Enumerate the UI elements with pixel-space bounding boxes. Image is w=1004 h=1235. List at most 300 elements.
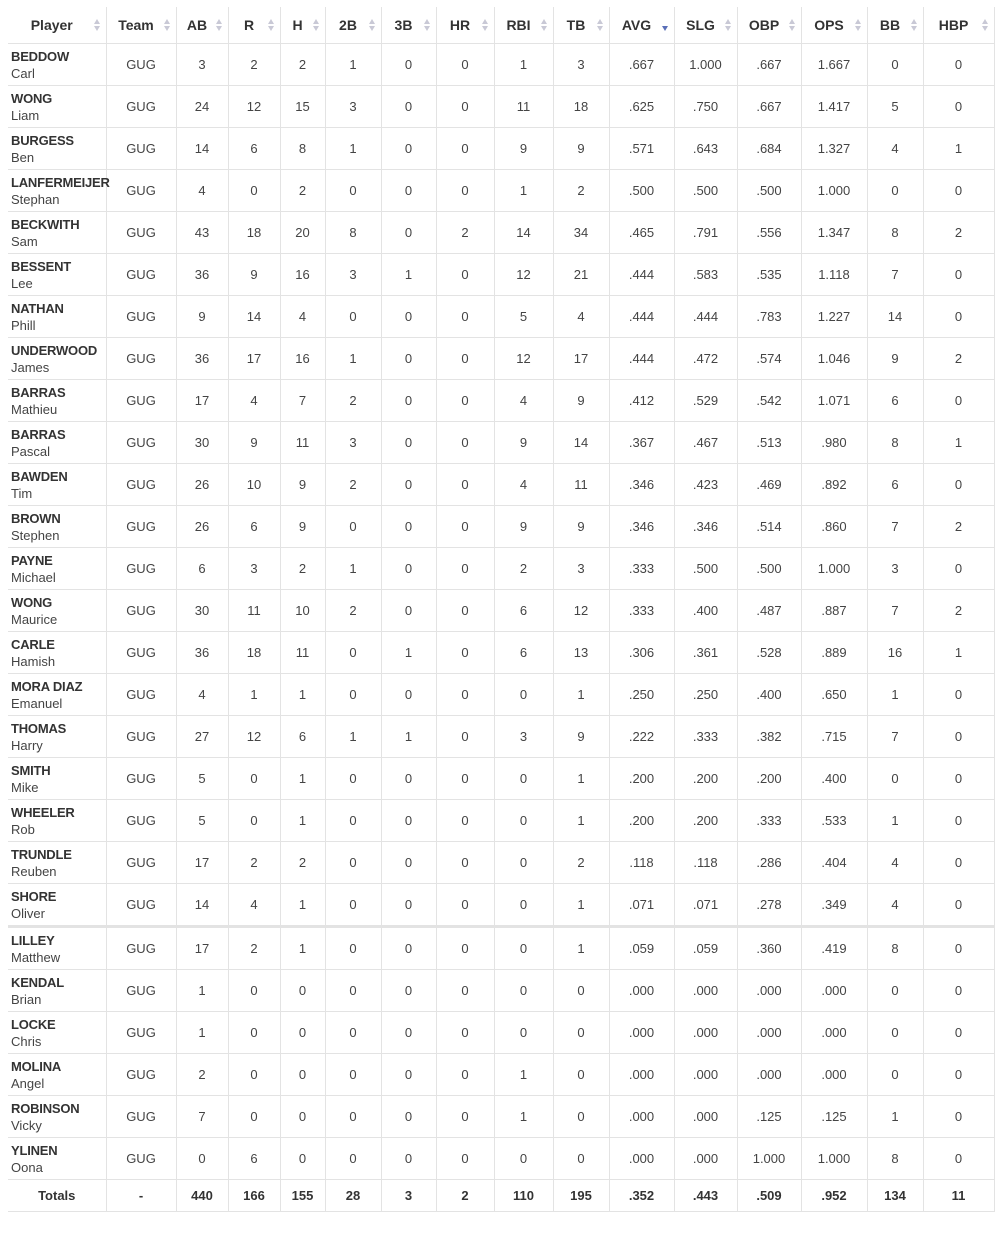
stat-cell-tb: 3 bbox=[553, 548, 609, 590]
player-surname[interactable]: BEDDOW bbox=[11, 48, 70, 64]
player-surname[interactable]: WHEELER bbox=[11, 804, 75, 820]
stat-cell-ops: 1.000 bbox=[801, 548, 867, 590]
stat-cell-h: 10 bbox=[280, 590, 325, 632]
stat-cell-h: 6 bbox=[280, 716, 325, 758]
player-surname[interactable]: WONG bbox=[11, 594, 53, 610]
stat-cell-tb: 0 bbox=[553, 970, 609, 1012]
player-surname[interactable]: PAYNE bbox=[11, 552, 53, 568]
stat-cell-bb: 4 bbox=[867, 884, 923, 927]
sort-icon[interactable] bbox=[725, 18, 732, 32]
stat-cell-ops: .404 bbox=[801, 842, 867, 884]
stat-cell-hbp: 0 bbox=[923, 842, 994, 884]
stat-cell-ab: 36 bbox=[176, 632, 228, 674]
stat-cell-tb: 1 bbox=[553, 674, 609, 716]
stat-cell-ops: .125 bbox=[801, 1096, 867, 1138]
stat-cell-2b: 0 bbox=[325, 884, 381, 927]
column-header-label: OPS bbox=[814, 17, 844, 33]
stat-cell-hr: 0 bbox=[436, 927, 494, 970]
stat-cell-slg: .000 bbox=[674, 1054, 737, 1096]
totals-cell-rbi: 110 bbox=[494, 1180, 553, 1212]
stat-cell-3b: 0 bbox=[381, 970, 436, 1012]
sort-icon[interactable] bbox=[541, 18, 548, 32]
player-surname[interactable]: BARRAS bbox=[11, 384, 66, 400]
stat-cell-slg: .000 bbox=[674, 1012, 737, 1054]
team-cell: GUG bbox=[106, 632, 176, 674]
stat-cell-h: 0 bbox=[280, 970, 325, 1012]
stat-cell-bb: 0 bbox=[867, 170, 923, 212]
stat-cell-hr: 0 bbox=[436, 464, 494, 506]
stat-cell-h: 15 bbox=[280, 86, 325, 128]
stat-cell-bb: 1 bbox=[867, 800, 923, 842]
sort-icon[interactable] bbox=[369, 18, 376, 32]
column-header-rbi[interactable] bbox=[494, 7, 553, 44]
stat-cell-ops: 1.667 bbox=[801, 44, 867, 86]
stat-cell-obp: .278 bbox=[737, 884, 801, 927]
column-header-obp[interactable] bbox=[737, 7, 801, 44]
column-header-label: TB bbox=[566, 17, 586, 33]
stat-cell-bb: 8 bbox=[867, 927, 923, 970]
stat-cell-slg: .000 bbox=[674, 1138, 737, 1180]
stat-cell-hbp: 0 bbox=[923, 1054, 994, 1096]
stat-cell-tb: 9 bbox=[553, 128, 609, 170]
column-header-3b[interactable] bbox=[381, 7, 436, 44]
stat-cell-2b: 0 bbox=[325, 170, 381, 212]
stat-cell-rbi: 3 bbox=[494, 716, 553, 758]
team-cell: GUG bbox=[106, 1012, 176, 1054]
stat-cell-avg: .367 bbox=[609, 422, 674, 464]
stat-cell-slg: .118 bbox=[674, 842, 737, 884]
column-header-hbp[interactable] bbox=[923, 7, 994, 44]
stat-cell-obp: .333 bbox=[737, 800, 801, 842]
player-given-name: Oliver bbox=[11, 905, 45, 921]
player-surname[interactable]: WONG bbox=[11, 90, 53, 106]
table-row bbox=[8, 884, 994, 927]
player-given-name: Angel bbox=[11, 1075, 45, 1091]
sort-icon[interactable] bbox=[94, 18, 101, 32]
player-cell bbox=[8, 1054, 106, 1096]
stat-cell-obp: .286 bbox=[737, 842, 801, 884]
player-given-name: Liam bbox=[11, 107, 40, 123]
stat-cell-obp: .542 bbox=[737, 380, 801, 422]
stat-cell-ops: .889 bbox=[801, 632, 867, 674]
stat-cell-rbi: 0 bbox=[494, 842, 553, 884]
stat-cell-ops: 1.046 bbox=[801, 338, 867, 380]
table-row bbox=[8, 1012, 994, 1054]
stat-cell-obp: .469 bbox=[737, 464, 801, 506]
stat-cell-ab: 24 bbox=[176, 86, 228, 128]
sort-icon[interactable] bbox=[855, 18, 862, 32]
stat-cell-3b: 0 bbox=[381, 506, 436, 548]
stat-cell-h: 16 bbox=[280, 254, 325, 296]
sort-icon[interactable] bbox=[216, 18, 223, 32]
stat-cell-obp: .500 bbox=[737, 548, 801, 590]
stat-cell-avg: .333 bbox=[609, 548, 674, 590]
stat-cell-2b: 2 bbox=[325, 464, 381, 506]
sort-icon[interactable] bbox=[982, 18, 989, 32]
stat-cell-r: 11 bbox=[228, 590, 280, 632]
stat-cell-h: 1 bbox=[280, 884, 325, 927]
player-given-name: Mathieu bbox=[11, 401, 58, 417]
player-given-name: Pascal bbox=[11, 443, 51, 459]
stat-cell-h: 7 bbox=[280, 380, 325, 422]
player-surname[interactable]: UNDERWOOD bbox=[11, 342, 98, 358]
stat-cell-avg: .059 bbox=[609, 927, 674, 970]
player-surname[interactable]: BARRAS bbox=[11, 426, 66, 442]
player-surname[interactable]: LANFERMEIJER bbox=[11, 174, 110, 190]
stat-cell-ops: 1.327 bbox=[801, 128, 867, 170]
player-surname[interactable]: BESSENT bbox=[11, 258, 72, 274]
stat-cell-3b: 0 bbox=[381, 884, 436, 927]
stat-cell-hr: 0 bbox=[436, 884, 494, 927]
stat-cell-hbp: 0 bbox=[923, 716, 994, 758]
stat-cell-obp: .000 bbox=[737, 970, 801, 1012]
table-row bbox=[8, 254, 994, 296]
stat-cell-slg: .361 bbox=[674, 632, 737, 674]
stat-cell-h: 9 bbox=[280, 464, 325, 506]
stat-cell-avg: .000 bbox=[609, 1054, 674, 1096]
player-surname[interactable]: CARLE bbox=[11, 636, 55, 652]
stat-cell-bb: 0 bbox=[867, 1054, 923, 1096]
stat-cell-hbp: 0 bbox=[923, 86, 994, 128]
stat-cell-3b: 0 bbox=[381, 44, 436, 86]
stat-cell-rbi: 1 bbox=[494, 44, 553, 86]
stat-cell-3b: 0 bbox=[381, 86, 436, 128]
stat-cell-2b: 0 bbox=[325, 296, 381, 338]
player-cell bbox=[8, 212, 106, 254]
stat-cell-ops: .715 bbox=[801, 716, 867, 758]
column-header-ab[interactable] bbox=[176, 7, 228, 44]
player-surname[interactable]: BAWDEN bbox=[11, 468, 68, 484]
player-cell bbox=[8, 254, 106, 296]
stat-cell-r: 14 bbox=[228, 296, 280, 338]
column-header-2b[interactable] bbox=[325, 7, 381, 44]
player-surname[interactable]: MORA DIAZ bbox=[11, 678, 83, 694]
stat-cell-bb: 8 bbox=[867, 1138, 923, 1180]
team-cell: GUG bbox=[106, 716, 176, 758]
stat-cell-hbp: 0 bbox=[923, 970, 994, 1012]
stat-cell-h: 4 bbox=[280, 296, 325, 338]
team-cell: GUG bbox=[106, 674, 176, 716]
stat-cell-hr: 0 bbox=[436, 1012, 494, 1054]
stat-cell-tb: 13 bbox=[553, 632, 609, 674]
stat-cell-ops: 1.071 bbox=[801, 380, 867, 422]
stat-cell-r: 0 bbox=[228, 1096, 280, 1138]
column-header-label: RBI bbox=[506, 17, 531, 33]
stat-cell-tb: 4 bbox=[553, 296, 609, 338]
stat-cell-3b: 0 bbox=[381, 758, 436, 800]
stat-cell-hr: 0 bbox=[436, 548, 494, 590]
player-cell bbox=[8, 842, 106, 884]
stat-cell-rbi: 14 bbox=[494, 212, 553, 254]
stat-cell-bb: 1 bbox=[867, 1096, 923, 1138]
stat-cell-rbi: 2 bbox=[494, 548, 553, 590]
stat-cell-slg: .791 bbox=[674, 212, 737, 254]
stat-cell-h: 20 bbox=[280, 212, 325, 254]
stat-cell-3b: 0 bbox=[381, 464, 436, 506]
stat-cell-ab: 26 bbox=[176, 506, 228, 548]
stat-cell-r: 17 bbox=[228, 338, 280, 380]
sort-icon[interactable] bbox=[482, 18, 489, 32]
stat-cell-obp: .783 bbox=[737, 296, 801, 338]
column-header-slg[interactable] bbox=[674, 7, 737, 44]
stat-cell-slg: .750 bbox=[674, 86, 737, 128]
stat-cell-3b: 0 bbox=[381, 590, 436, 632]
table-row bbox=[8, 506, 994, 548]
player-surname[interactable]: SHORE bbox=[11, 888, 57, 904]
sort-icon[interactable] bbox=[911, 18, 918, 32]
team-cell: GUG bbox=[106, 464, 176, 506]
stat-cell-hr: 0 bbox=[436, 380, 494, 422]
stat-cell-hbp: 0 bbox=[923, 1138, 994, 1180]
stat-cell-slg: .500 bbox=[674, 548, 737, 590]
player-given-name: Oona bbox=[11, 1159, 43, 1175]
stat-cell-bb: 7 bbox=[867, 716, 923, 758]
stat-cell-ops: .419 bbox=[801, 927, 867, 970]
player-surname[interactable]: THOMAS bbox=[11, 720, 67, 736]
player-given-name: Mike bbox=[11, 779, 39, 795]
stats-table-container bbox=[8, 7, 994, 1212]
stat-cell-hbp: 0 bbox=[923, 380, 994, 422]
player-cell bbox=[8, 506, 106, 548]
stat-cell-3b: 0 bbox=[381, 422, 436, 464]
stat-cell-ops: 1.417 bbox=[801, 86, 867, 128]
stat-cell-h: 11 bbox=[280, 632, 325, 674]
stat-cell-hr: 0 bbox=[436, 1096, 494, 1138]
stat-cell-ops: .000 bbox=[801, 970, 867, 1012]
team-cell: GUG bbox=[106, 86, 176, 128]
stat-cell-hbp: 0 bbox=[923, 296, 994, 338]
sort-icon[interactable] bbox=[424, 18, 431, 32]
player-given-name: Phill bbox=[11, 317, 36, 333]
stat-cell-3b: 0 bbox=[381, 1138, 436, 1180]
table-row bbox=[8, 590, 994, 632]
stat-cell-2b: 0 bbox=[325, 674, 381, 716]
player-given-name: Stephen bbox=[11, 527, 60, 543]
stat-cell-ops: .400 bbox=[801, 758, 867, 800]
sort-icon[interactable] bbox=[789, 18, 796, 32]
column-header-hr[interactable] bbox=[436, 7, 494, 44]
column-header-tb[interactable] bbox=[553, 7, 609, 44]
stat-cell-rbi: 1 bbox=[494, 1096, 553, 1138]
stat-cell-avg: .200 bbox=[609, 800, 674, 842]
column-header-label: OBP bbox=[748, 17, 780, 33]
player-cell bbox=[8, 970, 106, 1012]
stat-cell-3b: 0 bbox=[381, 1096, 436, 1138]
player-cell bbox=[8, 800, 106, 842]
stat-cell-tb: 2 bbox=[553, 170, 609, 212]
team-cell: GUG bbox=[106, 927, 176, 970]
stat-cell-bb: 6 bbox=[867, 380, 923, 422]
stat-cell-r: 6 bbox=[228, 128, 280, 170]
totals-cell-h: 155 bbox=[280, 1180, 325, 1212]
player-surname[interactable]: KENDAL bbox=[11, 974, 64, 990]
totals-cell-avg: .352 bbox=[609, 1180, 674, 1212]
column-header-label: HBP bbox=[938, 17, 969, 33]
table-row bbox=[8, 970, 994, 1012]
stat-cell-ops: 1.000 bbox=[801, 170, 867, 212]
stat-cell-slg: .200 bbox=[674, 758, 737, 800]
stat-cell-2b: 1 bbox=[325, 716, 381, 758]
sort-icon[interactable] bbox=[597, 18, 604, 32]
player-cell bbox=[8, 338, 106, 380]
player-cell bbox=[8, 1096, 106, 1138]
stat-cell-3b: 0 bbox=[381, 296, 436, 338]
stat-cell-rbi: 0 bbox=[494, 800, 553, 842]
player-given-name: Chris bbox=[11, 1033, 42, 1049]
stat-cell-hr: 0 bbox=[436, 86, 494, 128]
stat-cell-hbp: 0 bbox=[923, 1096, 994, 1138]
stat-cell-ops: 1.000 bbox=[801, 1138, 867, 1180]
table-row bbox=[8, 464, 994, 506]
player-cell bbox=[8, 296, 106, 338]
player-cell bbox=[8, 548, 106, 590]
stat-cell-hr: 0 bbox=[436, 422, 494, 464]
stat-cell-obp: .125 bbox=[737, 1096, 801, 1138]
stat-cell-slg: .500 bbox=[674, 170, 737, 212]
stat-cell-slg: 1.000 bbox=[674, 44, 737, 86]
stat-cell-2b: 0 bbox=[325, 506, 381, 548]
stat-cell-tb: 12 bbox=[553, 590, 609, 632]
column-header-h[interactable] bbox=[280, 7, 325, 44]
stat-cell-slg: .444 bbox=[674, 296, 737, 338]
stat-cell-r: 0 bbox=[228, 970, 280, 1012]
stat-cell-r: 0 bbox=[228, 800, 280, 842]
player-cell bbox=[8, 44, 106, 86]
column-header-avg[interactable] bbox=[609, 7, 674, 44]
sort-icon[interactable] bbox=[268, 18, 275, 32]
sort-descending-icon[interactable] bbox=[662, 18, 669, 32]
stat-cell-obp: .574 bbox=[737, 338, 801, 380]
stat-cell-tb: 21 bbox=[553, 254, 609, 296]
batting-stats-table bbox=[8, 7, 995, 1212]
stat-cell-ab: 14 bbox=[176, 128, 228, 170]
player-given-name: Matthew bbox=[11, 949, 61, 965]
stat-cell-r: 0 bbox=[228, 758, 280, 800]
stat-cell-avg: .500 bbox=[609, 170, 674, 212]
stat-cell-r: 18 bbox=[228, 632, 280, 674]
stat-cell-tb: 34 bbox=[553, 212, 609, 254]
team-cell: GUG bbox=[106, 758, 176, 800]
stat-cell-ab: 3 bbox=[176, 44, 228, 86]
stat-cell-hr: 0 bbox=[436, 254, 494, 296]
stat-cell-hbp: 2 bbox=[923, 212, 994, 254]
column-header-r[interactable] bbox=[228, 7, 280, 44]
stat-cell-bb: 8 bbox=[867, 212, 923, 254]
totals-cell-hbp: 11 bbox=[923, 1180, 994, 1212]
stat-cell-2b: 0 bbox=[325, 970, 381, 1012]
player-cell bbox=[8, 590, 106, 632]
stat-cell-rbi: 12 bbox=[494, 254, 553, 296]
stat-cell-ops: .650 bbox=[801, 674, 867, 716]
stat-cell-rbi: 0 bbox=[494, 674, 553, 716]
stat-cell-r: 6 bbox=[228, 1138, 280, 1180]
player-cell bbox=[8, 632, 106, 674]
team-cell: GUG bbox=[106, 128, 176, 170]
stat-cell-ab: 17 bbox=[176, 380, 228, 422]
column-header-player[interactable] bbox=[8, 7, 106, 44]
stat-cell-2b: 0 bbox=[325, 1012, 381, 1054]
player-surname[interactable]: ROBINSON bbox=[11, 1100, 80, 1116]
player-surname[interactable]: SMITH bbox=[11, 762, 51, 778]
player-surname[interactable]: BROWN bbox=[11, 510, 61, 526]
stat-cell-rbi: 0 bbox=[494, 758, 553, 800]
stat-cell-3b: 0 bbox=[381, 380, 436, 422]
stat-cell-rbi: 9 bbox=[494, 506, 553, 548]
sort-icon[interactable] bbox=[164, 18, 171, 32]
column-header-team[interactable] bbox=[106, 7, 176, 44]
stat-cell-tb: 3 bbox=[553, 44, 609, 86]
player-surname[interactable]: MOLINA bbox=[11, 1058, 62, 1074]
totals-cell-slg: .443 bbox=[674, 1180, 737, 1212]
totals-row bbox=[8, 1180, 994, 1212]
stat-cell-hr: 0 bbox=[436, 506, 494, 548]
player-given-name: Emanuel bbox=[11, 695, 63, 711]
player-given-name: Tim bbox=[11, 485, 33, 501]
column-header-bb[interactable] bbox=[867, 7, 923, 44]
team-cell: GUG bbox=[106, 44, 176, 86]
stat-cell-hbp: 2 bbox=[923, 506, 994, 548]
team-cell: GUG bbox=[106, 970, 176, 1012]
stat-cell-hbp: 1 bbox=[923, 422, 994, 464]
stat-cell-ab: 27 bbox=[176, 716, 228, 758]
stat-cell-tb: 0 bbox=[553, 1096, 609, 1138]
stat-cell-tb: 9 bbox=[553, 380, 609, 422]
player-surname[interactable]: LILLEY bbox=[11, 932, 55, 948]
stat-cell-r: 0 bbox=[228, 1012, 280, 1054]
stat-cell-avg: .000 bbox=[609, 1012, 674, 1054]
table-header-row bbox=[8, 7, 994, 44]
player-surname[interactable]: TRUNDLE bbox=[11, 846, 72, 862]
player-cell bbox=[8, 674, 106, 716]
stat-cell-avg: .200 bbox=[609, 758, 674, 800]
stat-cell-ab: 30 bbox=[176, 590, 228, 632]
stat-cell-avg: .465 bbox=[609, 212, 674, 254]
stat-cell-obp: .487 bbox=[737, 590, 801, 632]
stat-cell-bb: 14 bbox=[867, 296, 923, 338]
player-surname[interactable]: LOCKE bbox=[11, 1016, 56, 1032]
stat-cell-tb: 1 bbox=[553, 800, 609, 842]
table-row bbox=[8, 548, 994, 590]
stat-cell-rbi: 1 bbox=[494, 170, 553, 212]
stat-cell-hbp: 0 bbox=[923, 1012, 994, 1054]
player-surname[interactable]: BECKWITH bbox=[11, 216, 80, 232]
stat-cell-tb: 0 bbox=[553, 1138, 609, 1180]
column-header-ops[interactable] bbox=[801, 7, 867, 44]
stat-cell-tb: 11 bbox=[553, 464, 609, 506]
player-surname[interactable]: NATHAN bbox=[11, 300, 64, 316]
stat-cell-hr: 0 bbox=[436, 970, 494, 1012]
column-header-label: Player bbox=[30, 17, 73, 33]
player-given-name: James bbox=[11, 359, 50, 375]
player-surname[interactable]: BURGESS bbox=[11, 132, 74, 148]
stat-cell-bb: 1 bbox=[867, 674, 923, 716]
stat-cell-ab: 17 bbox=[176, 927, 228, 970]
stat-cell-slg: .529 bbox=[674, 380, 737, 422]
team-cell: GUG bbox=[106, 254, 176, 296]
stat-cell-slg: .000 bbox=[674, 970, 737, 1012]
player-cell bbox=[8, 758, 106, 800]
stat-cell-ops: .533 bbox=[801, 800, 867, 842]
player-given-name: Harry bbox=[11, 737, 43, 753]
stat-cell-hr: 0 bbox=[436, 1138, 494, 1180]
stat-cell-3b: 0 bbox=[381, 842, 436, 884]
stat-cell-slg: .059 bbox=[674, 927, 737, 970]
player-surname[interactable]: YLINEN bbox=[11, 1142, 58, 1158]
player-cell bbox=[8, 464, 106, 506]
stat-cell-hbp: 0 bbox=[923, 884, 994, 927]
stat-cell-rbi: 5 bbox=[494, 296, 553, 338]
sort-icon[interactable] bbox=[313, 18, 320, 32]
